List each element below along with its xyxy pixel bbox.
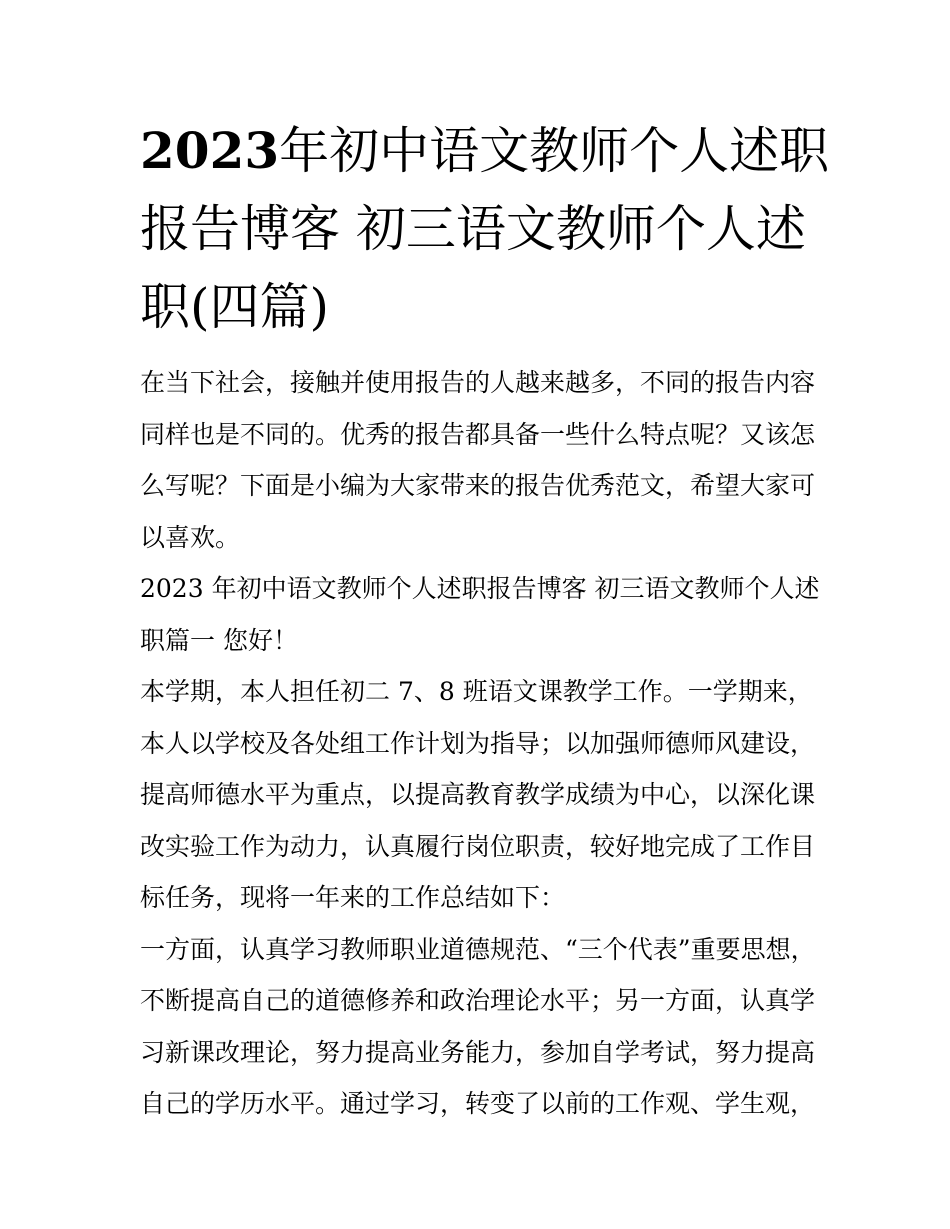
body-line: 改实验工作为动力，认真履行岗位职责，较好地完成了工作目 xyxy=(140,831,816,861)
body-line: 习新课改理论，努力提高业务能力，参加自学考试，努力提高 xyxy=(140,1037,816,1067)
title-text: 年初中语文教师个人述职 xyxy=(279,122,830,180)
body-line: 以喜欢。 xyxy=(140,522,241,552)
body-line: 同样也是不同的。优秀的报告都具备一些什么特点呢？又该怎 xyxy=(140,419,816,449)
body-line: 2023 年初中语文教师个人述职报告博客 初三语文教师个人述 xyxy=(140,574,820,603)
title-line xyxy=(140,112,830,190)
body-line: 提高师德水平为重点，以提高教育教学成绩为中心，以深化课 xyxy=(140,780,816,809)
title-year: 2023 xyxy=(140,121,280,180)
body-line: 本人以学校及各处组工作计划为指导；以加强师德师风建设， xyxy=(140,728,816,758)
title-text: 职(四篇) xyxy=(140,278,330,336)
body-line: 本学期，本人担任初二 7、8 班语文课教学工作。一学期来， xyxy=(140,677,813,706)
document-body xyxy=(140,357,830,1130)
title-text: 报告博客 初三语文教师个人述 xyxy=(140,200,806,258)
title-line xyxy=(140,268,820,346)
body-line: 标任务，现将一年来的工作总结如下： xyxy=(140,883,566,912)
body-line: 在当下社会，接触并使用报告的人越来越多，不同的报告内容 xyxy=(140,368,816,397)
body-line: 一方面，认真学习教师职业道德规范、“三个代表”重要思想， xyxy=(140,934,816,964)
document-title xyxy=(140,112,830,346)
body-line: 不断提高自己的道德修养和政治理论水平；另一方面，认真学 xyxy=(140,986,816,1015)
body-line: 自己的学历水平。通过学习，转变了以前的工作观、学生观， xyxy=(140,1089,816,1118)
body-line: 职篇一 您好！ xyxy=(140,625,298,655)
title-line xyxy=(140,190,820,268)
body-line: 么写呢？下面是小编为大家带来的报告优秀范文，希望大家可 xyxy=(140,471,816,500)
